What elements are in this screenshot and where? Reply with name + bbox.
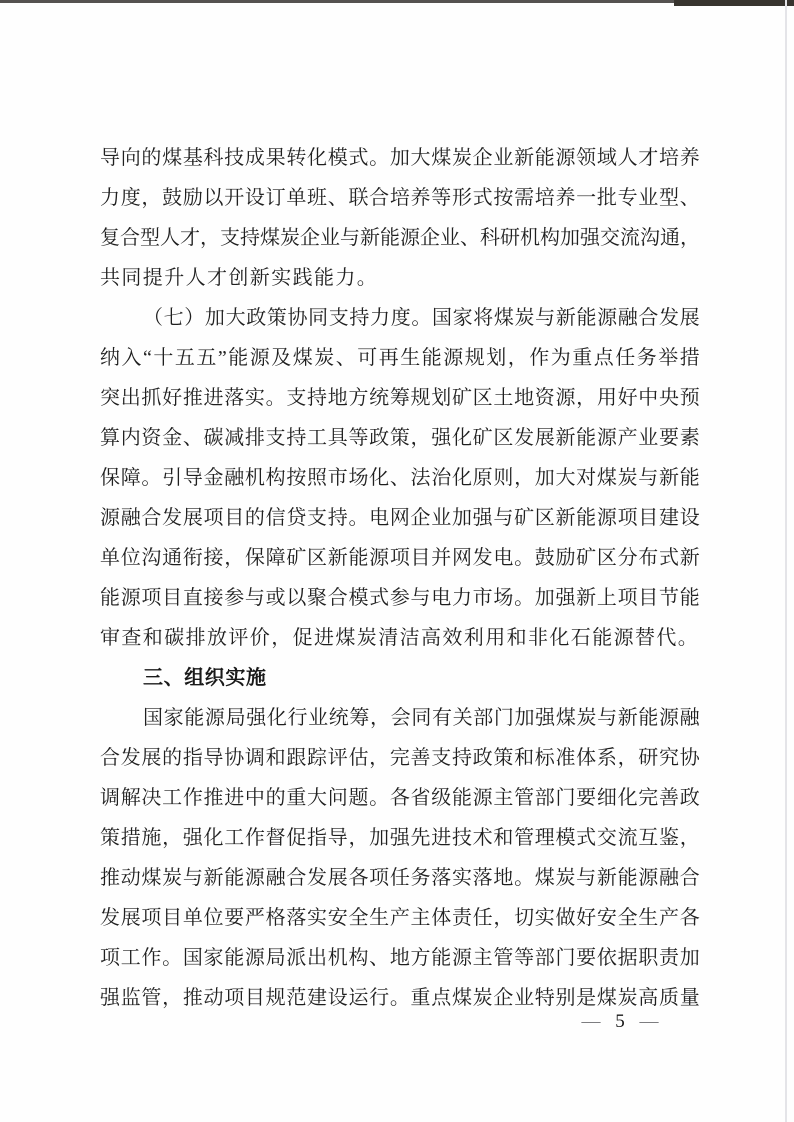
text-line: 审查和碳排放评价，促进煤炭清洁高效利用和非化石能源替代。 [100, 627, 700, 649]
text-line: 策 措 施 ， 强 化 工 作 督 促 指 导 ， 加 强 先 进 技 术 和 管 理 模 式 交 流 互 鉴 ， [100, 827, 700, 849]
section-heading: 三、组织实施 [143, 667, 267, 689]
text-line: 力 度 ， 鼓 励 以 开 设 订 单 班 、 联 合 培 养 等 形 式 按 需 培 养 一 批 专 业 型 、 [100, 187, 700, 209]
text-line: 国 家 能 源 局 强 化 行 业 统 筹 ， 会 同 有 关 部 门 加 强 煤 炭 与 新 能 源 融 [143, 707, 700, 729]
text-line: 源 融 合 发 展 项 目 的 信 贷 支 持 。 电 网 企 业 加 强 与 矿 区 新 能 源 项 目 建 设 [100, 507, 700, 529]
text-line: 合 发 展 的 指 导 协 调 和 跟 踪 评 估 ， 完 善 支 持 政 策 和 标 准 体 系 ， 研 究 协 [100, 747, 700, 769]
text-line: 能 源 项 目 直 接 参 与 或 以 聚 合 模 式 参 与 电 力 市 场 。 加 强 新 上 项 目 节 能 [100, 587, 700, 609]
text-line: 保 障 。 引 导 金 融 机 构 按 照 市 场 化 、 法 治 化 原 则 ， 加 大 对 煤 炭 与 新 能 [100, 467, 700, 489]
text-line: 复 合 型 人 才 ， 支 持 煤 炭 企 业 与 新 能 源 企 业 、 科 研 机 构 加 强 交 流 沟 通 ， [100, 227, 700, 249]
text-line: 共同提升人才创新实践能力。 [100, 267, 379, 289]
page-number-value: 5 [615, 1011, 625, 1032]
text-line: 发 展 项 目 单 位 要 严 格 落 实 安 全 生 产 主 体 责 任 ， 切 实 做 好 安 全 生 产 各 [100, 907, 700, 929]
text-line: 单 位 沟 通 衔 接 ， 保 障 矿 区 新 能 源 项 目 并 网 发 电 。 鼓 励 矿 区 分 布 式 新 [100, 547, 700, 569]
document-text-block [100, 138, 700, 1018]
text-line: 突 出 抓 好 推 进 落 实 。 支 持 地 方 统 筹 规 划 矿 区 土 地 资 源 ， 用 好 中 央 预 [100, 387, 700, 409]
text-line: 算 内 资 金 、 碳 减 排 支 持 工 具 等 政 策 ， 强 化 矿 区 发 展 新 能 源 产 业 要 素 [100, 427, 700, 449]
page-number-dash-left: — [581, 1011, 601, 1032]
text-line: 推 动 煤 炭 与 新 能 源 融 合 发 展 各 项 任 务 落 实 落 地 。 煤 炭 与 新 能 源 融 合 [100, 867, 700, 889]
text-line: 项 工 作 。 国 家 能 源 局 派 出 机 构 、 地 方 能 源 主 管 等 部 门 要 依 据 职 责 加 [100, 947, 700, 969]
page-number [557, 1008, 683, 1036]
text-line: 强 监 管 ， 推 动 项 目 规 范 建 设 运 行 。 重 点 煤 炭 企 业 特 别 是 煤 炭 高 质 量 [100, 987, 700, 1009]
text-line: （ 七 ） 加 大 政 策 协 同 支 持 力 度 。 国 家 将 煤 炭 与 新 能 源 融 合 发 展 [143, 307, 700, 329]
text-line: 导 向 的 煤 基 科 技 成 果 转 化 模 式 。 加 大 煤 炭 企 业 新 能 源 领 域 人 才 培 养 [100, 147, 700, 169]
page-number-dash-right: — [639, 1011, 659, 1032]
text-line: 调 解 决 工 作 推 进 中 的 重 大 问 题 。 各 省 级 能 源 主 管 部 门 要 细 化 完 善 政 [100, 787, 700, 809]
scan-artifact-top-right-corner [674, 0, 794, 6]
text-line: 纳 入 “ 十 五 五 ” 能 源 及 煤 炭 、 可 再 生 能 源 规 划 ， 作 为 重 点 任 务 举 措 [100, 347, 700, 369]
scan-artifact-right-edge [785, 0, 787, 1122]
